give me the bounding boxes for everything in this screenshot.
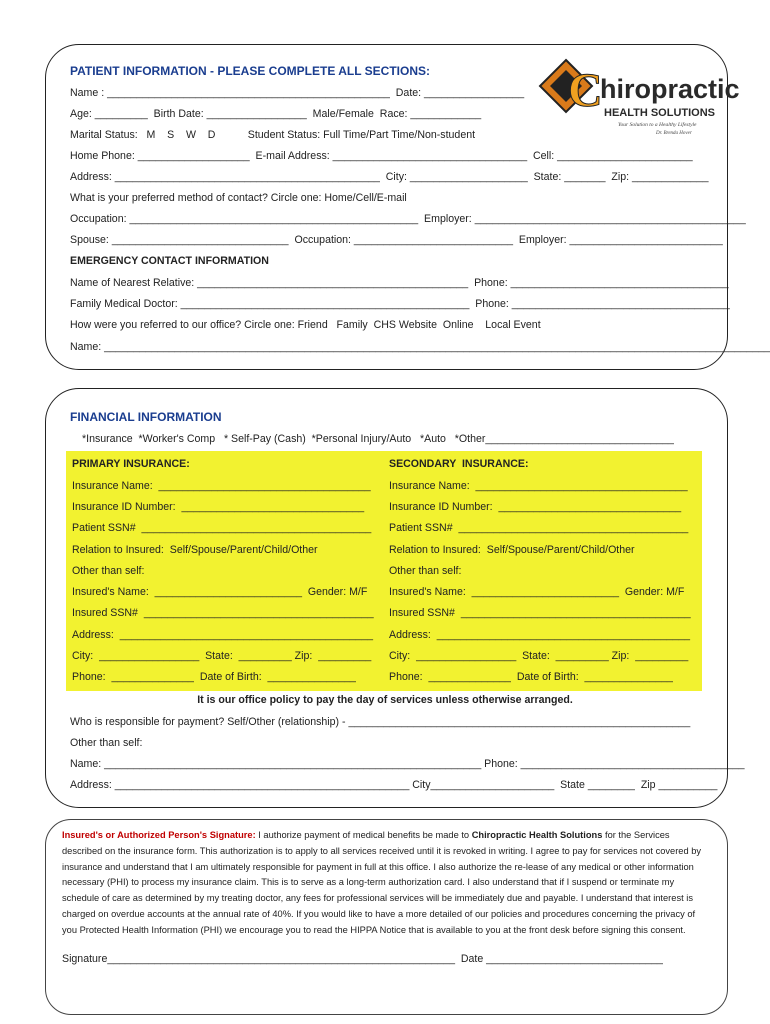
responsible-address-line[interactable]: Address: __________________________________________________ City_____________________ State ________ Zip __________: [70, 779, 718, 791]
primary-insurance-id[interactable]: Insurance ID Number: _______________________________: [72, 501, 365, 513]
logo-doctor: Dr. Brenda Hover: [656, 131, 692, 136]
secondary-other-than-self: Other than self:: [389, 565, 462, 577]
family-doctor-line[interactable]: Family Medical Doctor: _________________________________________________ Phone: _____________________________________: [70, 298, 730, 310]
secondary-insured-name[interactable]: Insured's Name: _________________________ Gender: M/F: [389, 586, 685, 598]
primary-city-state-zip[interactable]: City: _________________ State: _________ Zip: _________: [72, 650, 372, 662]
other-than-self-label: Other than self:: [70, 737, 143, 749]
logo-brand-sub: HEALTH SOLUTIONS: [604, 107, 716, 119]
name-date-line[interactable]: Name : ________________________________________________ Date: _________________: [70, 87, 525, 99]
phone-email-cell-line[interactable]: Home Phone: ___________________ E-mail Address: _________________________________ Cell: _______________________: [70, 150, 693, 162]
consent-body-1: I authorize payment of medical benefits be made to: [255, 830, 472, 840]
primary-phone-dob[interactable]: Phone: ______________ Date of Birth: _______________: [72, 671, 356, 683]
secondary-relation[interactable]: Relation to Insured: Self/Spouse/Parent/Child/Other: [389, 544, 635, 556]
payment-policy-note: It is our office policy to pay the day of services unless otherwise arranged.: [197, 694, 573, 706]
logo-letter: C: [568, 64, 603, 117]
nearest-relative-line[interactable]: Name of Nearest Relative: ______________________________________________ Phone: _____________________________________: [70, 277, 729, 289]
primary-insurance-name[interactable]: Insurance Name: ____________________________________: [72, 480, 371, 492]
address-line[interactable]: Address: _____________________________________________ City: ____________________ State: _______ Zip: _____________: [70, 171, 709, 183]
patient-info-title: PATIENT INFORMATION - PLEASE COMPLETE ALL SECTIONS:: [70, 64, 430, 78]
consent-paragraph: [62, 828, 710, 939]
consent-company: Chiropractic Health Solutions: [471, 830, 603, 840]
payment-types-line[interactable]: *Insurance *Worker's Comp * Self-Pay (Cash) *Personal Injury/Auto *Auto *Other________________________________: [82, 433, 674, 445]
primary-insured-ssn[interactable]: Insured SSN# _______________________________________: [72, 607, 374, 619]
secondary-city-state-zip[interactable]: City: _________________ State: _________ Zip: _________: [389, 650, 689, 662]
secondary-insurance-name[interactable]: Insurance Name: ____________________________________: [389, 480, 688, 492]
secondary-patient-ssn[interactable]: Patient SSN# _______________________________________: [389, 522, 689, 534]
secondary-insured-ssn[interactable]: Insured SSN# _______________________________________: [389, 607, 691, 619]
logo-brand-name: hiropractic: [600, 74, 740, 104]
consent-body-2: for the Services described on the insurance form. This authorization is to apply to all services received until it is revoked in writing. I agree to pay for services not covered by insurance and understand that I am ultimately responsible for payment in full at this office. I also authorize the re-lease of any medical or other information necessary (PHI) to process my insurance claim. This is to serve as a long-term authorization card. I also understand that if I suspend or terminate my schedule of care as determined by my treating doctor, any fees for professional services will be immediately due and payable. I understand that interest is charged on overdue accounts at the annual rate of 40%. If you would like to have a more detailed of our policies and procedures concerning the privacy of you Protected Health Information (PHI) we encourage you to read the HIPPA Notice that is available to you at the front desk before signing this consent.: [62, 830, 702, 935]
signature-date-line[interactable]: Signature___________________________________________________________ Date ______________________________: [62, 953, 663, 965]
referral-name-line[interactable]: Name: _________________________________________________________________________________________________________________: [70, 341, 770, 353]
occupation-employer-line[interactable]: Occupation: _________________________________________________ Employer: ______________________________________________: [70, 213, 746, 225]
secondary-phone-dob[interactable]: Phone: ______________ Date of Birth: _______________: [389, 671, 673, 683]
contact-method-line[interactable]: What is your preferred method of contact? Circle one: Home/Cell/E-mail: [70, 192, 407, 204]
secondary-insurance-title: SECONDARY INSURANCE:: [389, 458, 529, 470]
primary-insurance-title: PRIMARY INSURANCE:: [72, 458, 190, 470]
financial-info-title: FINANCIAL INFORMATION: [70, 410, 222, 424]
emergency-contact-title: EMERGENCY CONTACT INFORMATION: [70, 255, 269, 267]
secondary-insurance-id[interactable]: Insurance ID Number: _______________________________: [389, 501, 682, 513]
primary-other-than-self: Other than self:: [72, 565, 145, 577]
consent-heading: Insured's or Authorized Person's Signature:: [62, 830, 256, 840]
marital-student-line[interactable]: Marital Status: M S W D Student Status: Full Time/Part Time/Non-student: [70, 129, 476, 141]
spouse-line[interactable]: Spouse: ______________________________ Occupation: ___________________________ Employer: __________________________: [70, 234, 723, 246]
responsible-party-line[interactable]: Who is responsible for payment? Self/Other (relationship) - __________________________________________________________: [70, 716, 691, 728]
responsible-name-phone-line[interactable]: Name: ________________________________________________________________ Phone: ______________________________________: [70, 758, 745, 770]
chiropractic-logo: [536, 56, 740, 142]
referral-line[interactable]: How were you referred to our office? Circle one: Friend Family CHS Website Online Local Event: [70, 319, 541, 331]
primary-patient-ssn[interactable]: Patient SSN# _______________________________________: [72, 522, 372, 534]
primary-relation[interactable]: Relation to Insured: Self/Spouse/Parent/Child/Other: [72, 544, 318, 556]
primary-insured-name[interactable]: Insured's Name: _________________________ Gender: M/F: [72, 586, 368, 598]
logo-tagline: Your Solution to a Healthy Lifestyle: [618, 122, 697, 128]
primary-address[interactable]: Address: ___________________________________________: [72, 629, 374, 641]
secondary-address[interactable]: Address: ___________________________________________: [389, 629, 691, 641]
age-birth-race-line[interactable]: Age: _________ Birth Date: _________________ Male/Female Race: ____________: [70, 108, 482, 120]
